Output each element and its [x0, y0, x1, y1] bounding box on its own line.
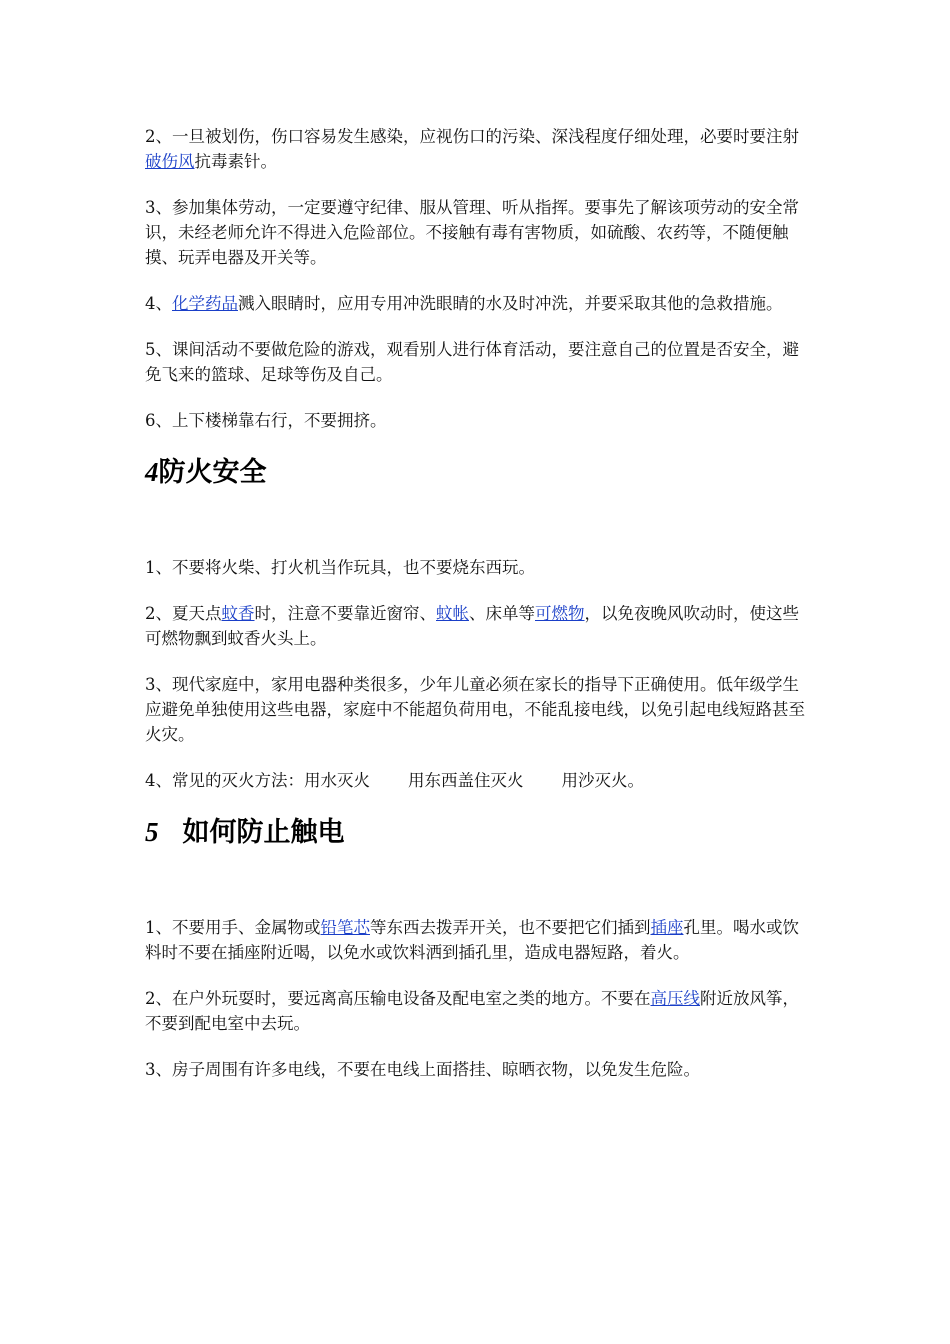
- paragraph-4-3: 3、现代家庭中，家用电器种类很多，少年儿童必须在家长的指导下正确使用。低年级学生应避免单独使用这些电器，家庭中不能超负荷用电，不能乱接电线，以免引起电线短路甚至火灾。: [145, 675, 805, 744]
- link-socket[interactable]: 插座: [650, 918, 684, 937]
- text: 孔里。喝水或饮料时不要在插座附近喝，以免水或饮料洒到插孔里，造成电器短路，着火。: [145, 918, 799, 962]
- text: 用东西盖住灭火: [408, 771, 524, 790]
- text: 、床单等: [469, 604, 535, 623]
- text: 2、一旦被划伤，伤口容易发生感染，应视伤口的污染、深浅程度仔细处理，必要时要注射: [145, 127, 799, 146]
- link-chemicals[interactable]: 化学药品: [172, 294, 238, 313]
- document-page: [145, 124, 810, 1103]
- paragraph-3-5: 5、课间活动不要做危险的游戏，观看别人进行体育活动，要注意自己的位置是否安全，避免飞来的篮球、足球等伤及自己。: [145, 340, 799, 384]
- paragraph-5-3: 3、房子周围有许多电线，不要在电线上面搭挂、晾晒衣物，以免发生危险。: [145, 1060, 700, 1079]
- paragraph-3-3: 3、参加集体劳动，一定要遵守纪律、服从管理、听从指挥。要事先了解该项劳动的安全常识，未经老师允许不得进入危险部位。不接触有毒有害物质，如硫酸、农药等，不随便触摸、玩弄电器及开关等。: [145, 198, 799, 267]
- spacer: [145, 491, 810, 555]
- heading-text: 如何防止触电: [182, 817, 345, 848]
- link-pencil-lead[interactable]: 铅笔芯: [320, 918, 370, 937]
- text: 4、常见的灭火方法：用水灭火: [145, 771, 370, 790]
- text: 抗毒素针。: [194, 152, 277, 171]
- heading-number: 4: [145, 457, 159, 487]
- text: 2、夏天点: [145, 604, 222, 623]
- link-mosquito-net[interactable]: 蚊帐: [436, 604, 469, 623]
- spacer: [145, 851, 810, 915]
- paragraph-4-4: [145, 768, 810, 793]
- heading-text: 防火安全: [158, 457, 267, 488]
- link-combustibles[interactable]: 可燃物: [535, 604, 585, 623]
- link-tetanus[interactable]: 破伤风: [145, 152, 195, 171]
- paragraph-5-2: [145, 986, 810, 1036]
- link-high-voltage-line[interactable]: 高压线: [650, 989, 700, 1008]
- paragraph-3-6: 6、上下楼梯靠右行，不要拥挤。: [145, 411, 387, 430]
- text: 等东西去拨弄开关，也不要把它们插到: [370, 918, 651, 937]
- paragraph-5-1: [145, 915, 810, 965]
- text: 4、: [145, 294, 172, 313]
- text: 1、不要用手、金属物或: [145, 918, 321, 937]
- paragraph-3-4: [145, 291, 810, 316]
- text: 附近放风筝，不要到配电室中去玩。: [145, 989, 799, 1033]
- paragraph-4-2: [145, 601, 810, 651]
- text: 用沙灭火。: [561, 771, 644, 790]
- text: 时，注意不要靠近窗帘、: [254, 604, 436, 623]
- paragraph-4-1: 1、不要将火柴、打火机当作玩具，也不要烧东西玩。: [145, 558, 535, 577]
- heading-electric-safety: [145, 814, 810, 851]
- text: 2、在户外玩耍时，要远离高压输电设备及配电室之类的地方。不要在: [145, 989, 651, 1008]
- text: 溅入眼睛时，应用专用冲洗眼睛的水及时冲洗，并要采取其他的急救措施。: [238, 294, 783, 313]
- heading-number: 5: [145, 817, 159, 847]
- link-mosquito-coil[interactable]: 蚊香: [221, 604, 255, 623]
- heading-fire-safety: [145, 454, 810, 491]
- paragraph-3-2: [145, 124, 810, 174]
- text: ，以免夜晚风吹动时，使这些可燃物飘到蚊香火头上。: [145, 604, 799, 648]
